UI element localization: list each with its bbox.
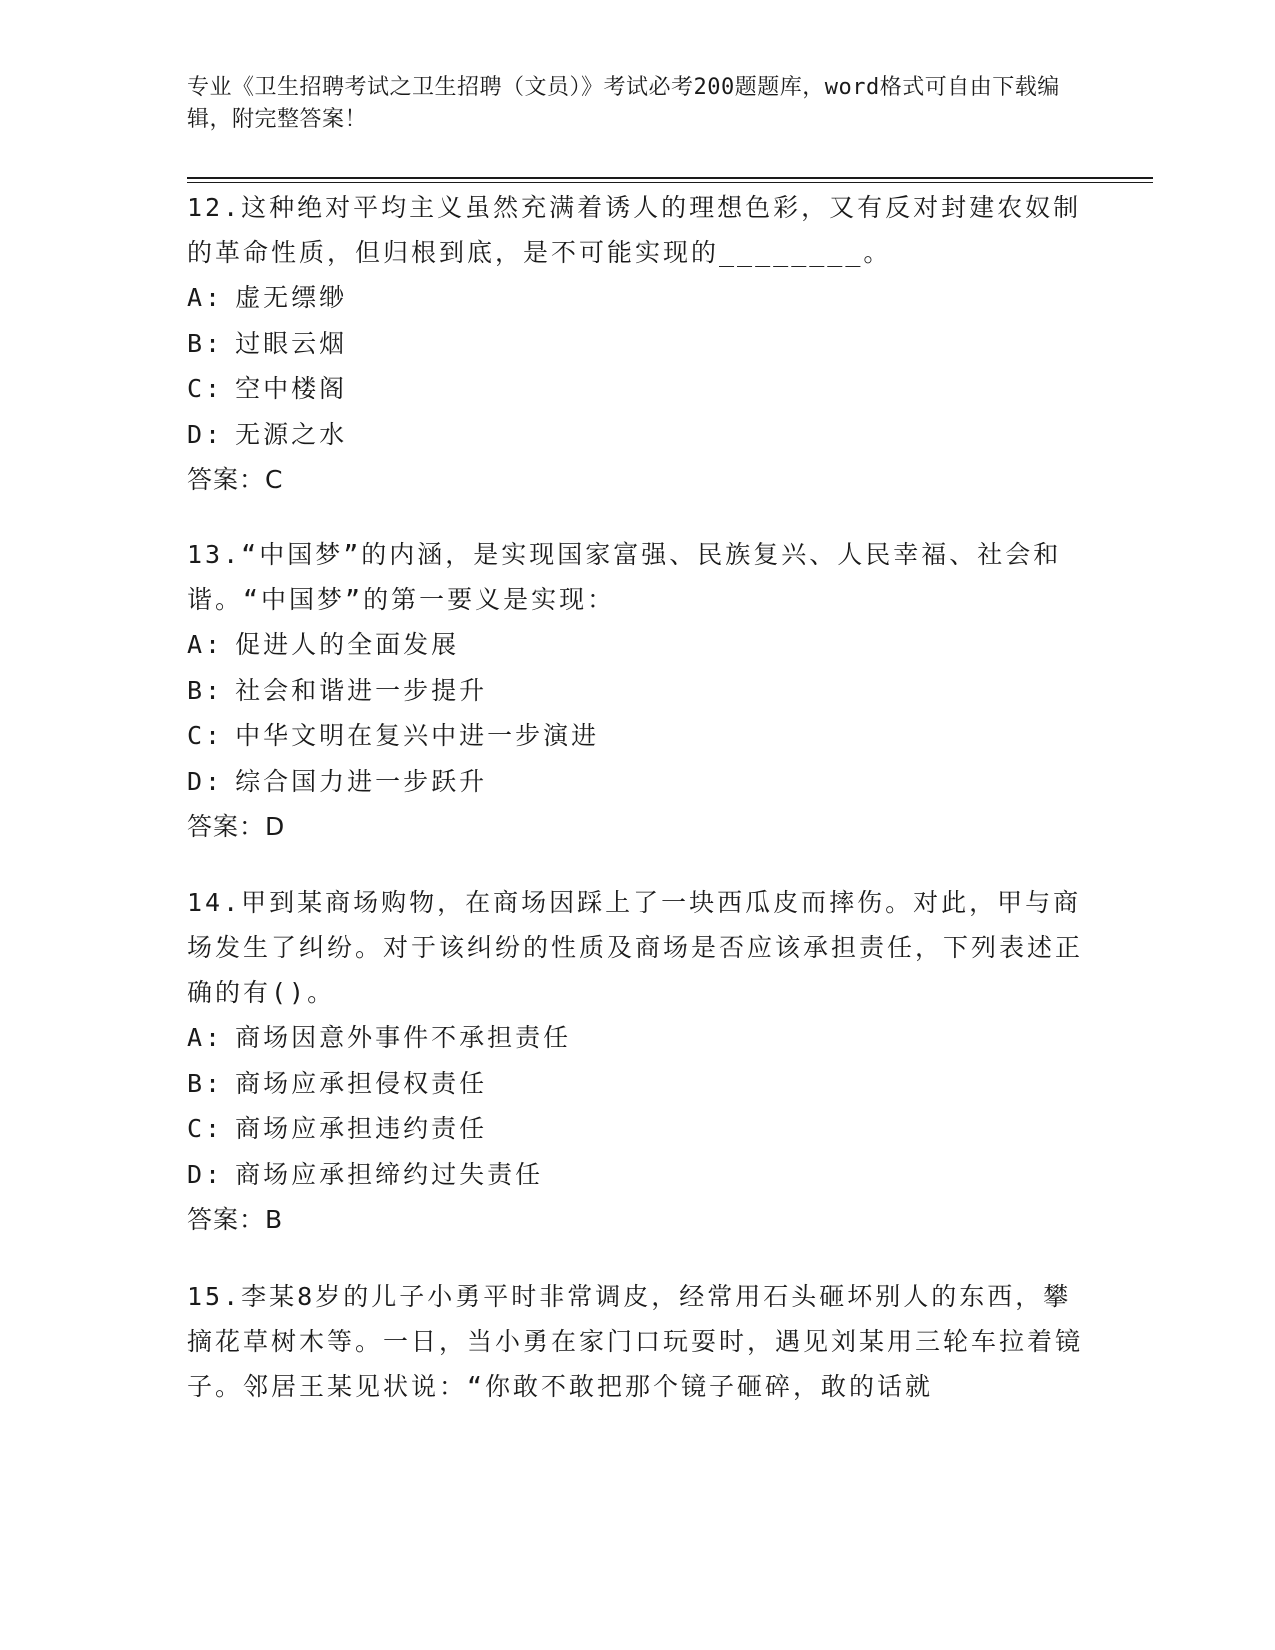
option-c <box>187 713 1087 759</box>
question-12 <box>187 185 1087 503</box>
option-text: 促进人的全面发展 <box>235 630 460 659</box>
option-label: D: <box>187 1159 224 1189</box>
option-label: A: <box>187 1023 224 1052</box>
option-text: 无源之水 <box>235 419 348 449</box>
document-header: 专业《卫生招聘考试之卫生招聘（文员）》考试必考200题题库，word格式可自由下载编辑，附完整答案！ <box>187 75 1060 132</box>
option-label: C: <box>187 1114 224 1143</box>
option-text: 商场应承担缔约过失责任 <box>235 1159 544 1189</box>
option-d <box>187 412 1087 458</box>
option-label: B: <box>187 1068 224 1098</box>
question-15 <box>187 1274 1087 1409</box>
option-b <box>187 1061 1087 1107</box>
option-text: 过眼云烟 <box>235 328 348 358</box>
option-label: C: <box>187 374 224 403</box>
option-a <box>187 275 1087 321</box>
option-text: 社会和谐进一步提升 <box>235 675 488 705</box>
question-13 <box>187 532 1087 850</box>
option-text: 虚无缥缈 <box>235 283 348 312</box>
option-b <box>187 321 1087 367</box>
question-stem: 15.李某8岁的儿子小勇平时非常调皮，经常用石头砸坏别人的东西，攀摘花草树木等。一日，当小勇在家门口玩耍时，遇见刘某用三轮车拉着镜子。邻居王某见状说：“你敢不敢把那个镜子砸碎，敢的话就 <box>187 1282 1084 1401</box>
header-divider-thin <box>187 182 1153 183</box>
option-b <box>187 668 1087 714</box>
option-text: 中华文明在复兴中进一步演进 <box>235 721 600 750</box>
question-stem: 14.甲到某商场购物，在商场因踩上了一块西瓜皮而摔伤。对此，甲与商场发生了纠纷。对于该纠纷的性质及商场是否应该承担责任，下列表述正确的有()。 <box>187 888 1084 1007</box>
option-d <box>187 759 1087 805</box>
option-text: 空中楼阁 <box>235 374 348 403</box>
option-text: 商场应承担侵权责任 <box>235 1068 488 1098</box>
option-c <box>187 366 1087 412</box>
question-stem: 12.这种绝对平均主义虽然充满着诱人的理想色彩，又有反对封建农奴制的革命性质，但归根到底，是不可能实现的________。 <box>187 193 1082 267</box>
answer: 答案：B <box>187 1205 284 1234</box>
option-label: B: <box>187 328 224 358</box>
option-label: A: <box>187 283 224 312</box>
option-label: C: <box>187 721 224 750</box>
answer: 答案：C <box>187 465 284 494</box>
option-text: 商场因意外事件不承担责任 <box>235 1023 572 1052</box>
option-text: 综合国力进一步跃升 <box>235 766 488 796</box>
option-label: D: <box>187 419 224 449</box>
option-text: 商场应承担违约责任 <box>235 1114 488 1143</box>
option-a <box>187 622 1087 668</box>
answer: 答案：D <box>187 812 286 841</box>
option-label: B: <box>187 675 224 705</box>
option-label: D: <box>187 766 224 796</box>
question-stem: 13.“中国梦”的内涵，是实现国家富强、民族复兴、人民幸福、社会和谐。“中国梦”的第一要义是实现： <box>187 540 1062 614</box>
option-c <box>187 1106 1087 1152</box>
option-label: A: <box>187 630 224 659</box>
header-divider-thick <box>187 177 1153 179</box>
question-14 <box>187 880 1087 1243</box>
option-a <box>187 1015 1087 1061</box>
option-d <box>187 1152 1087 1198</box>
